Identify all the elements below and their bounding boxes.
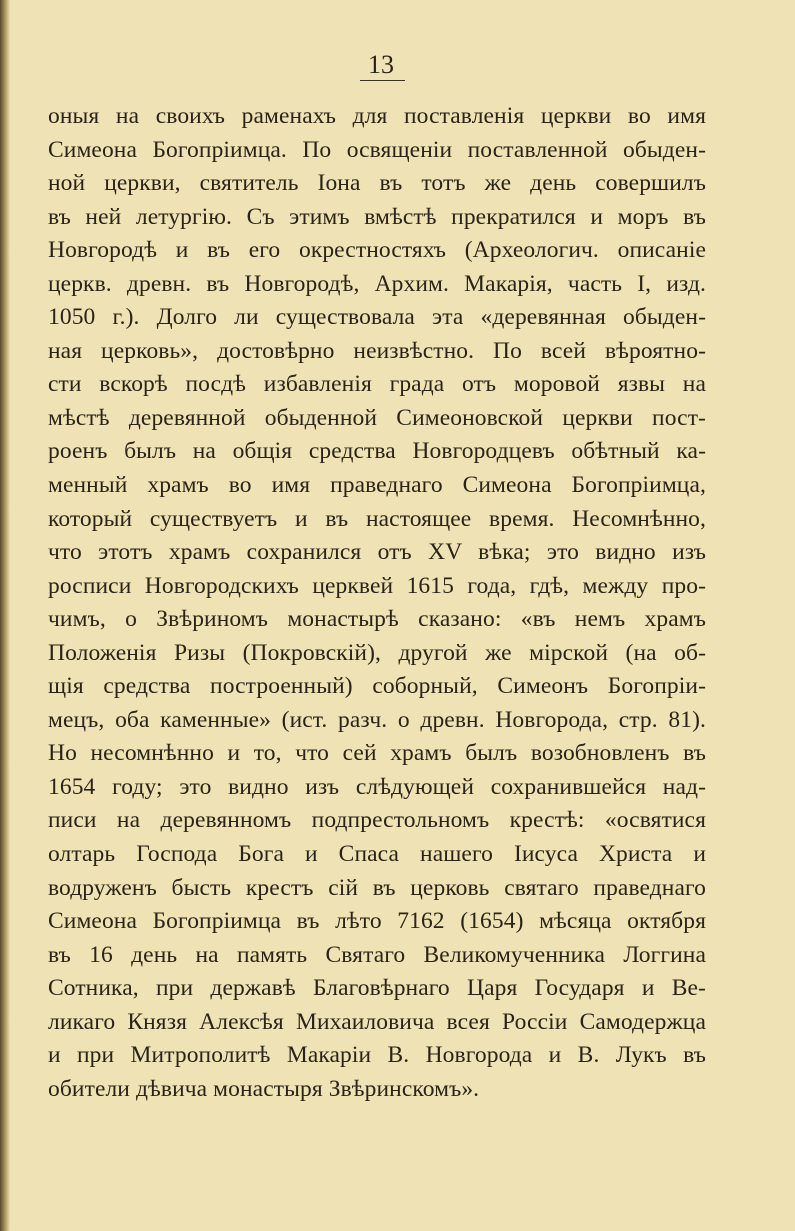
- text-line: менный храмъ во имя праведнаго Симеона Богопріимца,: [48, 472, 706, 499]
- text-line: писи на деревянномъ подпрестольномъ крестѣ: «освятися: [48, 807, 706, 834]
- text-line: сти вскорѣ посдѣ избавленія града отъ моровой язвы на: [48, 371, 706, 398]
- text-line: въ ней летургію. Съ этимъ вмѣстѣ прекратился и моръ въ: [48, 203, 706, 230]
- text-line: обители дѣвича монастыря Звѣринскомъ».: [48, 1075, 480, 1102]
- text-line: мецъ, оба каменные» (ист. разч. о древн. Новгорода, стр. 81).: [48, 706, 706, 733]
- text-line: роенъ былъ на общія средства Новгородцевъ обѣтный ка-: [48, 438, 706, 465]
- text-line: 1654 году; это видно изъ слѣдующей сохранившейся над-: [48, 773, 706, 800]
- text-line: 1050 г.). Долго ли существовала эта «деревянная обыден-: [48, 304, 706, 331]
- text-line: ликаго Князя Алексѣя Михаиловича всея Россіи Самодержца: [48, 1008, 706, 1035]
- body-text: [48, 100, 706, 1106]
- text-line: Симеона Богопріимца. По освященіи поставленной обыден-: [48, 136, 706, 163]
- text-line: Новгородѣ и въ его окрестностяхъ (Археологич. описаніе: [48, 237, 706, 264]
- text-line: въ 16 день на память Святаго Великомученника Логгина: [48, 941, 706, 968]
- text-line: оныя на своихъ раменахъ для поставленія церкви во имя: [48, 103, 706, 129]
- text-line: чимъ, о Звѣриномъ монастырѣ сказано: «въ немъ храмъ: [48, 606, 706, 633]
- text-line: олтарь Господа Бога и Спаса нашего Іисуса Христа и: [48, 841, 706, 868]
- text-line: водруженъ бысть крестъ сій въ церковь святаго праведнаго: [48, 874, 706, 901]
- text-line: который существуетъ и въ настоящее время. Несомнѣнно,: [48, 505, 706, 532]
- book-spine-edge: [0, 0, 10, 1231]
- text-line: ная церковь», достовѣрно неизвѣстно. По всей вѣроятно-: [48, 337, 706, 364]
- text-line: щія средства построенный) соборный, Симеонъ Богопріи-: [48, 673, 706, 700]
- page-number: 13: [368, 50, 394, 79]
- text-line: росписи Новгородскихъ церквей 1615 года, гдѣ, между про-: [48, 572, 706, 599]
- text-line: Сотника, при державѣ Благовѣрнаго Царя Государя и Ве-: [48, 975, 706, 1002]
- text-line: и при Митрополитѣ Макаріи В. Новгорода и В. Лукъ въ: [48, 1042, 706, 1069]
- text-line: Симеона Богопріимца въ лѣто 7162 (1654) мѣсяца октября: [48, 908, 706, 935]
- page-number-rule: [360, 80, 405, 81]
- text-line: что этотъ храмъ сохранился отъ XV вѣка; это видно изъ: [48, 539, 706, 566]
- text-line: мѣстѣ деревянной обыденной Симеоновской церкви пост-: [48, 404, 706, 431]
- text-line: Но несомнѣнно и то, что сей храмъ былъ возобновленъ въ: [48, 740, 706, 767]
- text-line: церкв. древн. въ Новгородѣ, Архим. Макарія, часть I, изд.: [48, 270, 706, 297]
- text-line: ной церкви, святитель Іона въ тотъ же день совершилъ: [48, 170, 706, 197]
- text-line: Положенія Ризы (Покровскій), другой же мірской (на об-: [48, 639, 706, 666]
